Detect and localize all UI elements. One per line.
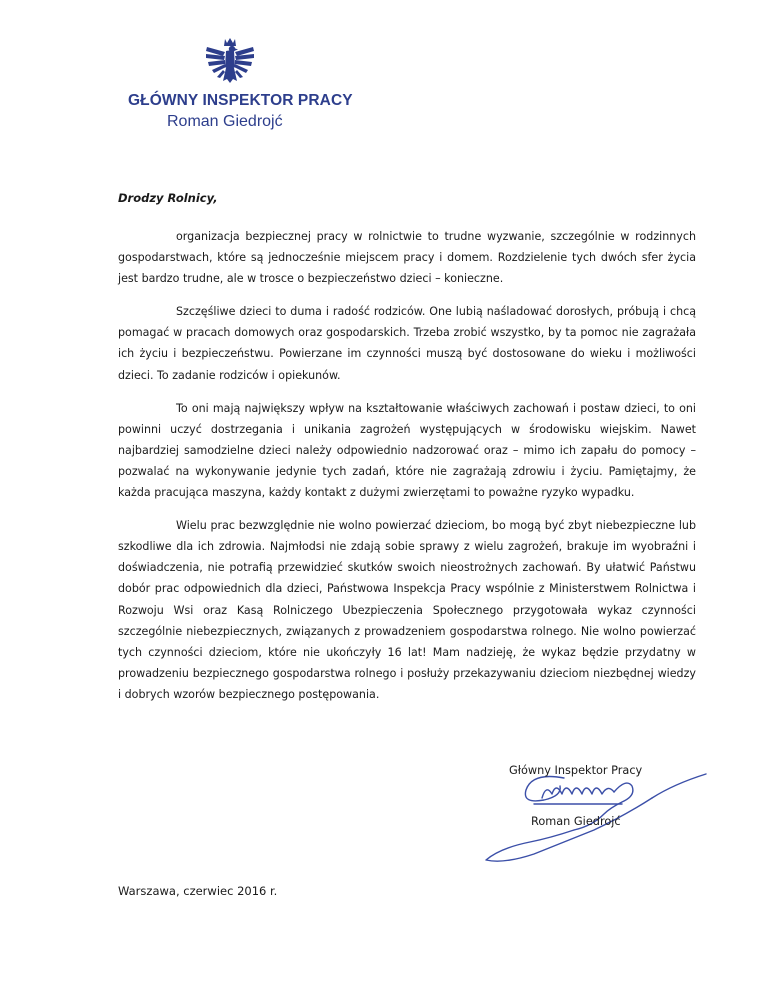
inspector-name-header: Roman Giedrojć — [167, 113, 283, 130]
office-title: GŁÓWNY INSPEKTOR PRACY — [128, 92, 353, 109]
signature-title: Główny Inspektor Pracy — [509, 764, 643, 777]
paragraph-1: organizacja bezpiecznej pracy w rolnictwie to trudne wyzwanie, szczególnie w rodzinnych gospodarstwach, które są jednocześnie miejscem pracy i domem. Rozdzielenie tych dwóch sfer życia jest bardzo trudne, ale w trosce o bezpieczeństwo dzieci – konieczne. — [118, 230, 696, 286]
letter-body — [118, 226, 696, 717]
salutation: Drodzy Rolnicy, — [118, 191, 218, 205]
paragraph-3: To oni mają największy wpływ na kształtowanie właściwych zachowań i postaw dzieci, to oni powinni uczyć dostrzegania i unikania zagrożeń występujących w środowisku wiejskim. Nawet najbardziej samodzielne dzieci należy odpowiednio nadzorować oraz – mimo ich zapału do pomocy – pozwalać na wykonywanie jedynie tych zadań, które nie zagrażają zdrowiu i życiu. Pamiętajmy, że każda pracująca maszyna, każdy kontakt z dużymi zwierzętami to poważne ryzyko wypadku. — [118, 401, 696, 500]
paragraph-4: Wielu prac bezwzględnie nie wolno powierzać dzieciom, bo mogą być zbyt niebezpieczne lub szkodliwe dla ich zdrowia. Najmłodsi nie zdają sobie sprawy z wielu zagrożeń, brakuje im wyobraźni i doświadczenia, nie potrafią przewidzieć skutków swoich nieostrożnych zachowań. By ułatwić Państwu dobór prac odpowiednich dla dzieci, Państwowa Inspekcja Pracy wspólnie z Ministerstwem Rolnictwa i Rozwoju Wsi oraz Kasą Rolniczego Ubezpieczenia Społecznego przygotowała wykaz czynności szczególnie niebezpiecznych, związanych z prowadzeniem gospodarstwa rolnego. Nie wolno powierzać tych czynności dzieciom, które nie ukończyły 16 lat! Mam nadzieję, że wykaz będzie przydatny w prowadzeniu bezpiecznego gospodarstwa rolnego i posłuży przekazywaniu dzieciom niezbędnej wiedzy i dobrych wzorów bezpiecznego postępowania. — [118, 519, 696, 701]
paragraph-2: Szczęśliwe dzieci to duma i radość rodziców. One lubią naśladować dorosłych, próbują i chcą pomagać w pracach domowych oraz gospodarskich. Trzeba zrobić wszystko, by ta pomoc nie zagrażała ich życiu i bezpieczeństwu. Powierzane im czynności muszą być dostosowane do wieku i możliwości dzieci. To zadanie rodziców i opiekunów. — [118, 305, 696, 382]
polish-eagle-emblem-icon — [203, 37, 257, 89]
signature-name: Roman Giedrojć — [531, 815, 621, 828]
place-and-date: Warszawa, czerwiec 2016 r. — [118, 884, 278, 898]
